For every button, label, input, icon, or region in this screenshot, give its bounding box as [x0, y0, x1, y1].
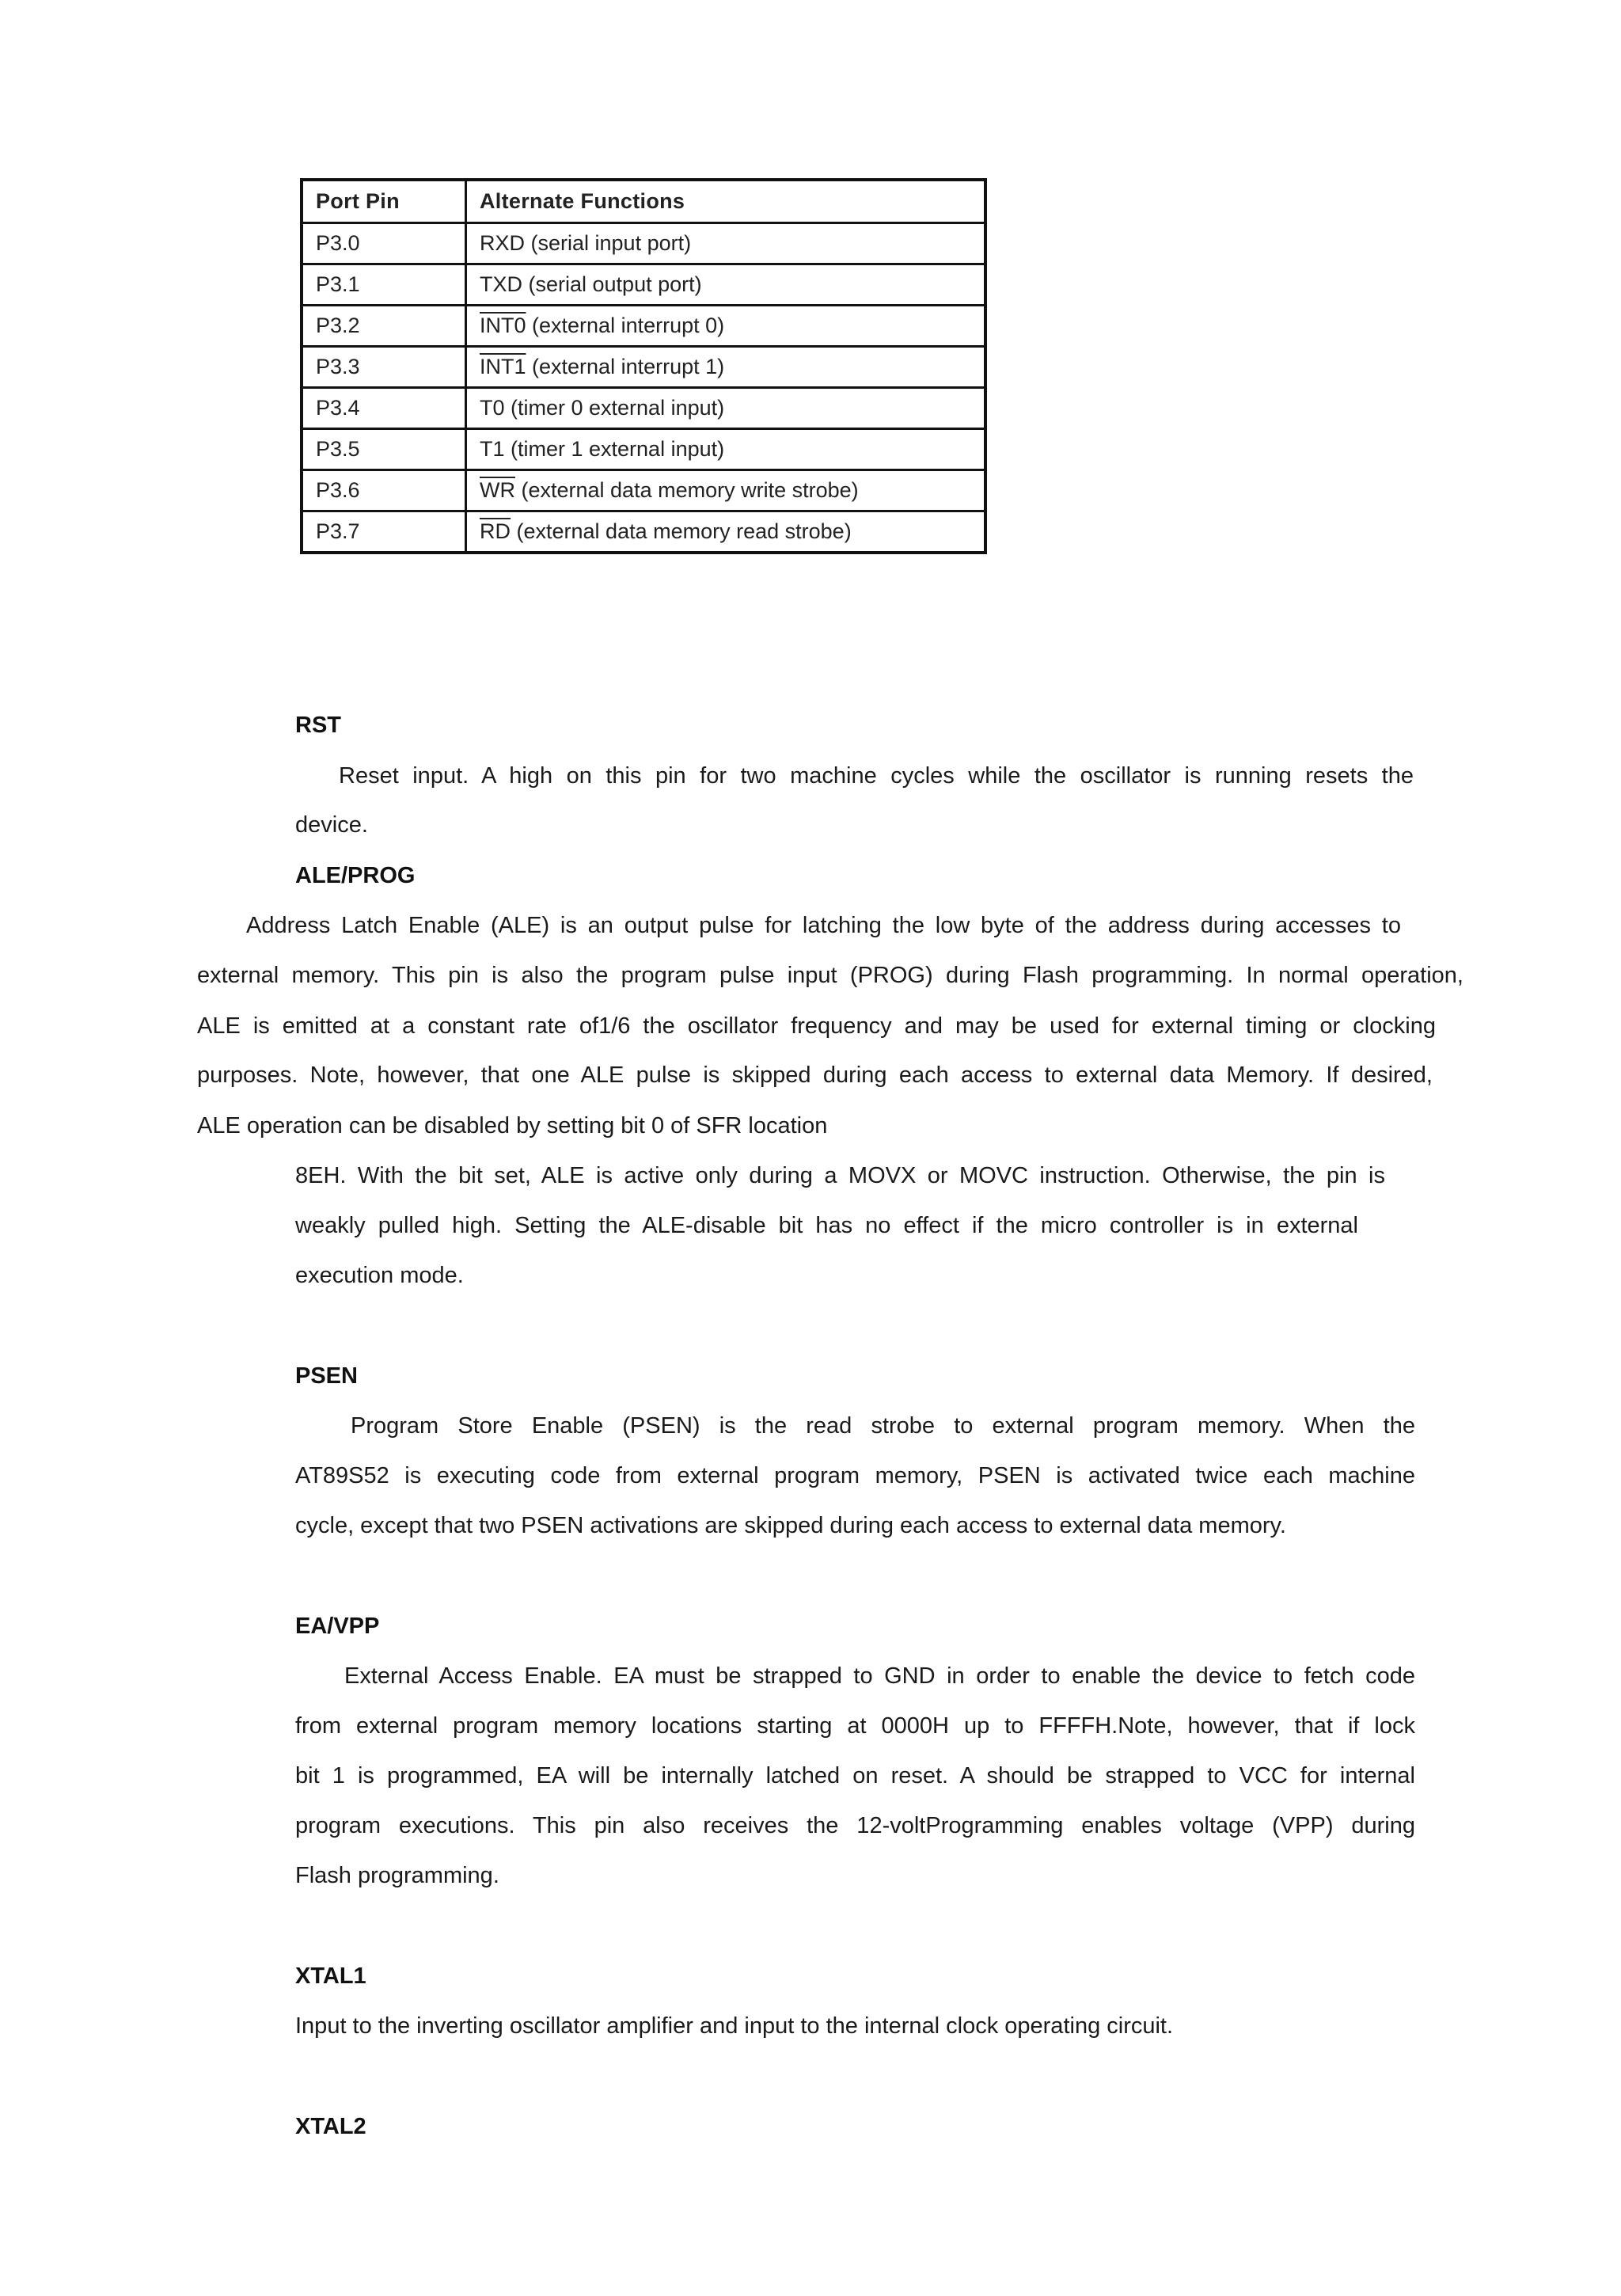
table-row: [302, 470, 985, 511]
paragraph-line: purposes. Note, however, that one ALE pulse is skipped during each access to external data Memory. If desired,: [197, 1062, 1433, 1088]
active-low-signal-name: INT1: [480, 355, 526, 378]
function-description: RXD (serial input port): [480, 231, 692, 255]
alternate-function-cell: [466, 264, 986, 306]
port-pin-cell: P3.5: [302, 429, 466, 470]
paragraph-line: bit 1 is programmed, EA will be internally latched on reset. A should be strapped to VCC for internal: [295, 1763, 1415, 1789]
column-header-alternate-functions: Alternate Functions: [466, 180, 986, 223]
section-heading-ale-prog: ALE/PROG: [295, 863, 416, 888]
alternate-function-cell: [466, 223, 986, 264]
port-pin-cell: P3.7: [302, 511, 466, 553]
paragraph-line: AT89S52 is executing code from external program memory, PSEN is activated twice each machine: [295, 1463, 1415, 1488]
paragraph-line: device.: [295, 812, 368, 838]
paragraph-line: Flash programming.: [295, 1863, 499, 1888]
port-pin-cell: P3.0: [302, 223, 466, 264]
table-row: [302, 264, 985, 306]
paragraph-line: 8EH. With the bit set, ALE is active only during a MOVX or MOVC instruction. Otherwise, the pin is: [295, 1163, 1385, 1188]
port3-alternate-functions-table: [300, 178, 987, 554]
paragraph-line: ALE is emitted at a constant rate of1/6 the oscillator frequency and may be used for external timing or clocking: [197, 1013, 1436, 1039]
paragraph-line: weakly pulled high. Setting the ALE-disable bit has no effect if the micro controller is in external: [295, 1213, 1358, 1238]
paragraph-line: cycle, except that two PSEN activations are skipped during each access to external data memory.: [295, 1513, 1286, 1538]
active-low-signal-name: $\overline{RD}$: [480, 519, 511, 543]
table-row: [302, 347, 985, 388]
paragraph-line: Program Store Enable (PSEN) is the read strobe to external program memory. When the: [351, 1413, 1415, 1439]
paragraph-line: Address Latch Enable (ALE) is an output pulse for latching the low byte of the address during accesses to: [246, 913, 1401, 938]
function-description: (external interrupt 1): [526, 355, 725, 378]
paragraph-line: ALE operation can be disabled by setting bit 0 of SFR location: [197, 1113, 828, 1138]
paragraph-line: external memory. This pin is also the program pulse input (PROG) during Flash programming. In normal operation,: [197, 963, 1463, 988]
paragraph-line: External Access Enable. EA must be strapped to GND in order to enable the device to fetch code: [344, 1663, 1415, 1689]
alternate-function-cell: [466, 347, 986, 388]
section-heading-ea-vpp: EA/VPP: [295, 1614, 380, 1639]
active-low-signal-name: INT0: [480, 314, 526, 337]
paragraph-line: Input to the inverting oscillator amplifier and input to the internal clock operating circuit.: [295, 2013, 1174, 2039]
alternate-function-cell: [466, 429, 986, 470]
port-pin-cell: P3.3: [302, 347, 466, 388]
alternate-function-cell: [466, 511, 986, 553]
paragraph-line: Reset input. A high on this pin for two machine cycles while the oscillator is running resets the: [339, 763, 1414, 789]
port-pin-cell: P3.2: [302, 306, 466, 347]
table-row: [302, 429, 985, 470]
active-low-signal-name: $\overline{WR}$: [480, 478, 515, 502]
paragraph-line: from external program memory locations starting at 0000H up to FFFFH.Note, however, that if lock: [295, 1713, 1415, 1739]
function-description: T1 (timer 1 external input): [480, 437, 725, 461]
port-pin-cell: P3.4: [302, 388, 466, 429]
table-row: [302, 223, 985, 264]
table-row: [302, 511, 985, 553]
alternate-function-cell: [466, 388, 986, 429]
section-heading-psen: PSEN: [295, 1363, 358, 1389]
function-description: (external data memory write strobe): [514, 478, 859, 502]
function-description: (external interrupt 0): [526, 314, 725, 337]
section-heading-rst: RST: [295, 713, 341, 738]
function-description: T0 (timer 0 external input): [480, 396, 725, 420]
section-heading-xtal2: XTAL2: [295, 2114, 366, 2139]
column-header-port-pin: Port Pin: [302, 180, 466, 223]
function-description: TXD (serial output port): [480, 272, 702, 296]
section-heading-xtal1: XTAL1: [295, 1963, 366, 1989]
port-pin-cell: P3.1: [302, 264, 466, 306]
port-pin-cell: P3.6: [302, 470, 466, 511]
alternate-function-cell: [466, 470, 986, 511]
function-description: (external data memory read strobe): [511, 519, 852, 543]
alternate-function-cell: [466, 306, 986, 347]
table-header-row: [302, 180, 985, 223]
table-row: [302, 388, 985, 429]
paragraph-line: program executions. This pin also receives the 12-voltProgramming enables voltage (VPP) during: [295, 1813, 1415, 1838]
paragraph-line: execution mode.: [295, 1263, 464, 1288]
table-row: [302, 306, 985, 347]
